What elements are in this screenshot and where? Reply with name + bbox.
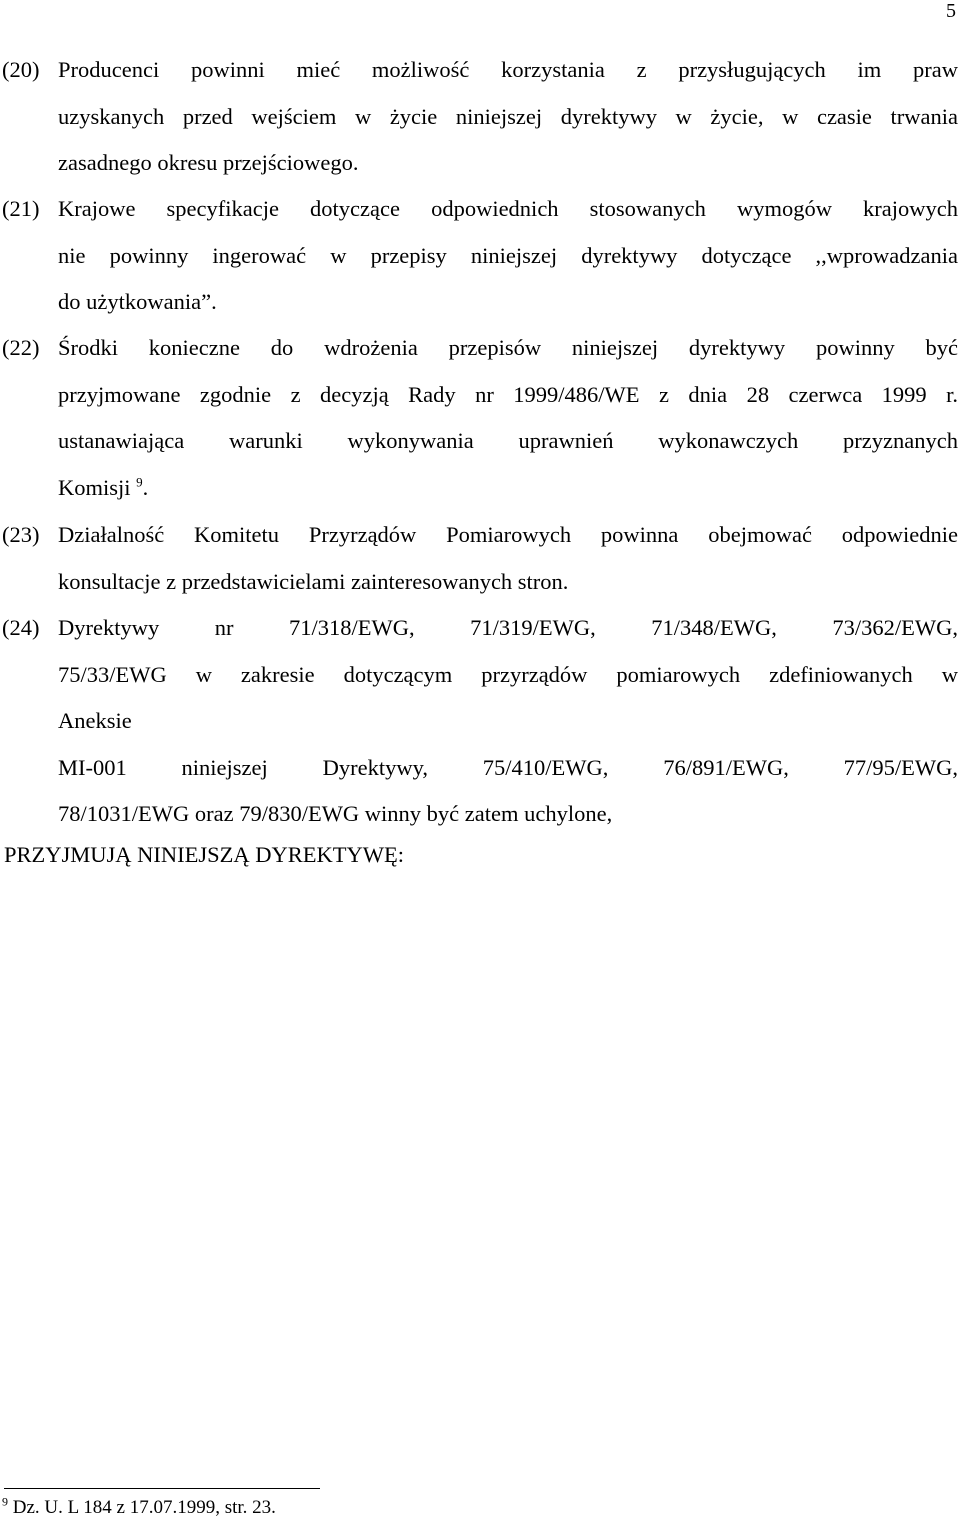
recital-line: Producenci powinni mieć możliwość korzystania z przysługujących im praw [58,57,958,82]
recital-line: przyjmowane zgodnie z decyzją Rady nr 1999/486/WE z dnia 28 czerwca 1999 r. [58,381,958,407]
recital-line: Aneksie [58,708,132,733]
recital-line: Krajowe specyfikacje dotyczące odpowiednich stosowanych wymogów krajowych [58,196,958,221]
recital-number: (23) [2,522,40,547]
recital-line [58,465,958,512]
recital-line: MI-001 niniejszej Dyrektywy, 75/410/EWG, 76/891/EWG, 77/95/EWG, [58,754,958,780]
footnote-separator [4,1488,320,1489]
recital-number: (20) [2,57,40,82]
recital-24 [0,605,958,838]
footnote-reference: 9 [136,474,143,489]
recital-number: (22) [2,335,40,360]
recital-line-text: Komisji [58,474,131,500]
recital-20 [0,47,958,187]
recital-22 [0,325,958,511]
recital-line: zasadnego okresu przejściowego. [58,150,359,175]
recital-line: 78/1031/EWG oraz 79/830/EWG winny być zatem uchylone, [58,801,613,826]
recital-number: (21) [2,196,40,221]
recital-line: uzyskanych przed wejściem w życie niniejszej dyrektywy w życie, w czasie trwania [58,103,958,129]
recital-number: (24) [2,615,40,640]
recital-line: ustanawiająca warunki wykonywania uprawnień wykonawczych przyznanych [58,428,958,453]
footnote-number: 9 [2,1494,8,1509]
page-number: 5 [946,0,956,22]
closing-statement: PRZYJMUJĄ NINIEJSZĄ DYREKTYWĘ: [4,842,404,867]
recital-line: 75/33/EWG w zakresie dotyczącym przyrządów pomiarowych zdefiniowanych w [58,661,958,687]
recital-line: nie powinny ingerować w przepisy niniejszej dyrektywy dotyczące ,,wprowadzania [58,242,958,268]
recital-line: Działalność Komitetu Przyrządów Pomiarowych powinna obejmować odpowiednie [58,522,958,547]
recital-body [58,512,958,605]
recital-line: do użytkowania”. [58,289,217,314]
recital-line-punct: . [142,474,149,500]
recital-body [58,47,958,187]
recital-body [58,186,958,326]
footnote-text: Dz. U. L 184 z 17.07.1999, str. 23. [12,1497,276,1518]
recital-21 [0,186,958,326]
recital-line: konsultacje z przedstawicielami zainteresowanych stron. [58,568,569,594]
footnote [2,1494,276,1519]
recital-line: Dyrektywy nr 71/318/EWG, 71/319/EWG, 71/348/EWG, 73/362/EWG, [58,615,958,640]
recital-body [58,325,958,511]
recital-body [58,605,958,838]
recital-23 [0,512,958,605]
recital-line: Środki konieczne do wdrożenia przepisów niniejszej dyrektywy powinny być [58,335,958,360]
